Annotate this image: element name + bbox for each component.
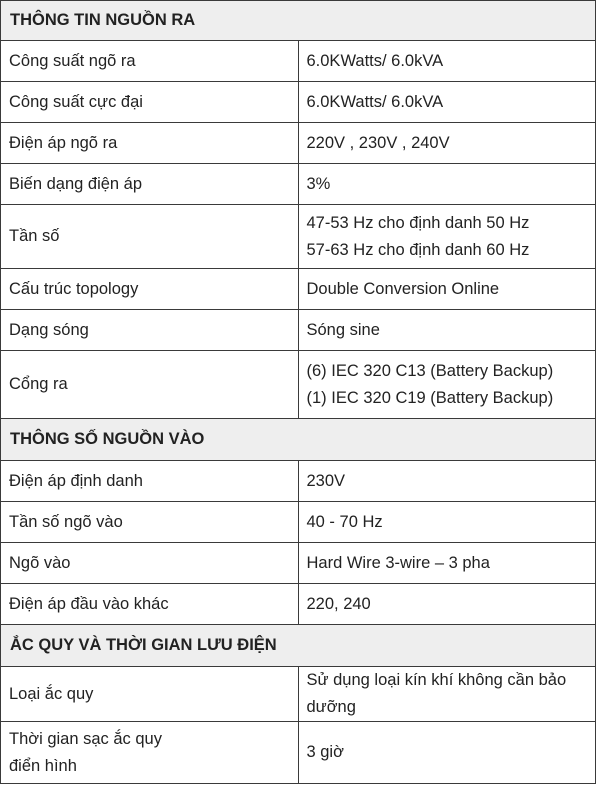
section-title: THÔNG TIN NGUỒN RA bbox=[1, 1, 596, 41]
row-value: 6.0KWatts/ 6.0kVA bbox=[298, 41, 596, 82]
row-value: Sử dụng loại kín khí không cần bảo dưỡng bbox=[298, 667, 596, 722]
value-line: 57-63 Hz cho định danh 60 Hz bbox=[306, 240, 530, 259]
label-line: Thời gian sạc ắc quy bbox=[9, 729, 162, 748]
row-label: Cấu trúc topology bbox=[1, 269, 299, 310]
section-title: THÔNG SỐ NGUỒN VÀO bbox=[1, 419, 596, 461]
row-value: Hard Wire 3-wire – 3 pha bbox=[298, 543, 596, 584]
row-value: 220V , 230V , 240V bbox=[298, 123, 596, 164]
value-line: 47-53 Hz cho định danh 50 Hz bbox=[306, 213, 530, 232]
row-label: Ngõ vào bbox=[1, 543, 299, 584]
row-value bbox=[298, 351, 596, 419]
section-header-input bbox=[1, 419, 596, 461]
row-value: 3 giờ bbox=[298, 722, 596, 784]
table-row bbox=[1, 269, 596, 310]
table-row bbox=[1, 205, 596, 269]
table-row bbox=[1, 461, 596, 502]
row-value: 3% bbox=[298, 164, 596, 205]
row-label: Cổng ra bbox=[1, 351, 299, 419]
row-label: Công suất cực đại bbox=[1, 82, 299, 123]
row-value: 40 - 70 Hz bbox=[298, 502, 596, 543]
row-value: Double Conversion Online bbox=[298, 269, 596, 310]
row-label: Điện áp đầu vào khác bbox=[1, 584, 299, 625]
table-row bbox=[1, 310, 596, 351]
row-label: Tần số bbox=[1, 205, 299, 269]
value-line: (6) IEC 320 C13 (Battery Backup) bbox=[306, 361, 554, 380]
row-value bbox=[298, 205, 596, 269]
table-row bbox=[1, 667, 596, 722]
section-title: ẮC QUY VÀ THỜI GIAN LƯU ĐIỆN bbox=[1, 625, 596, 667]
table-row bbox=[1, 123, 596, 164]
table-row bbox=[1, 584, 596, 625]
table-row bbox=[1, 351, 596, 419]
row-label: Điện áp ngõ ra bbox=[1, 123, 299, 164]
section-header-battery bbox=[1, 625, 596, 667]
row-label: Dạng sóng bbox=[1, 310, 299, 351]
row-label: Loại ắc quy bbox=[1, 667, 299, 722]
row-value: 6.0KWatts/ 6.0kVA bbox=[298, 82, 596, 123]
row-value: 220, 240 bbox=[298, 584, 596, 625]
row-value: 230V bbox=[298, 461, 596, 502]
label-line: điển hình bbox=[9, 756, 77, 775]
table-row bbox=[1, 82, 596, 123]
row-label bbox=[1, 722, 299, 784]
table-row bbox=[1, 41, 596, 82]
row-value: Sóng sine bbox=[298, 310, 596, 351]
value-line: (1) IEC 320 C19 (Battery Backup) bbox=[306, 388, 554, 407]
table-row bbox=[1, 543, 596, 584]
row-label: Biến dạng điện áp bbox=[1, 164, 299, 205]
table-row bbox=[1, 722, 596, 784]
row-label: Điện áp định danh bbox=[1, 461, 299, 502]
table-row bbox=[1, 502, 596, 543]
row-label: Tần số ngõ vào bbox=[1, 502, 299, 543]
row-label: Công suất ngõ ra bbox=[1, 41, 299, 82]
table-row bbox=[1, 164, 596, 205]
section-header-output bbox=[1, 1, 596, 41]
